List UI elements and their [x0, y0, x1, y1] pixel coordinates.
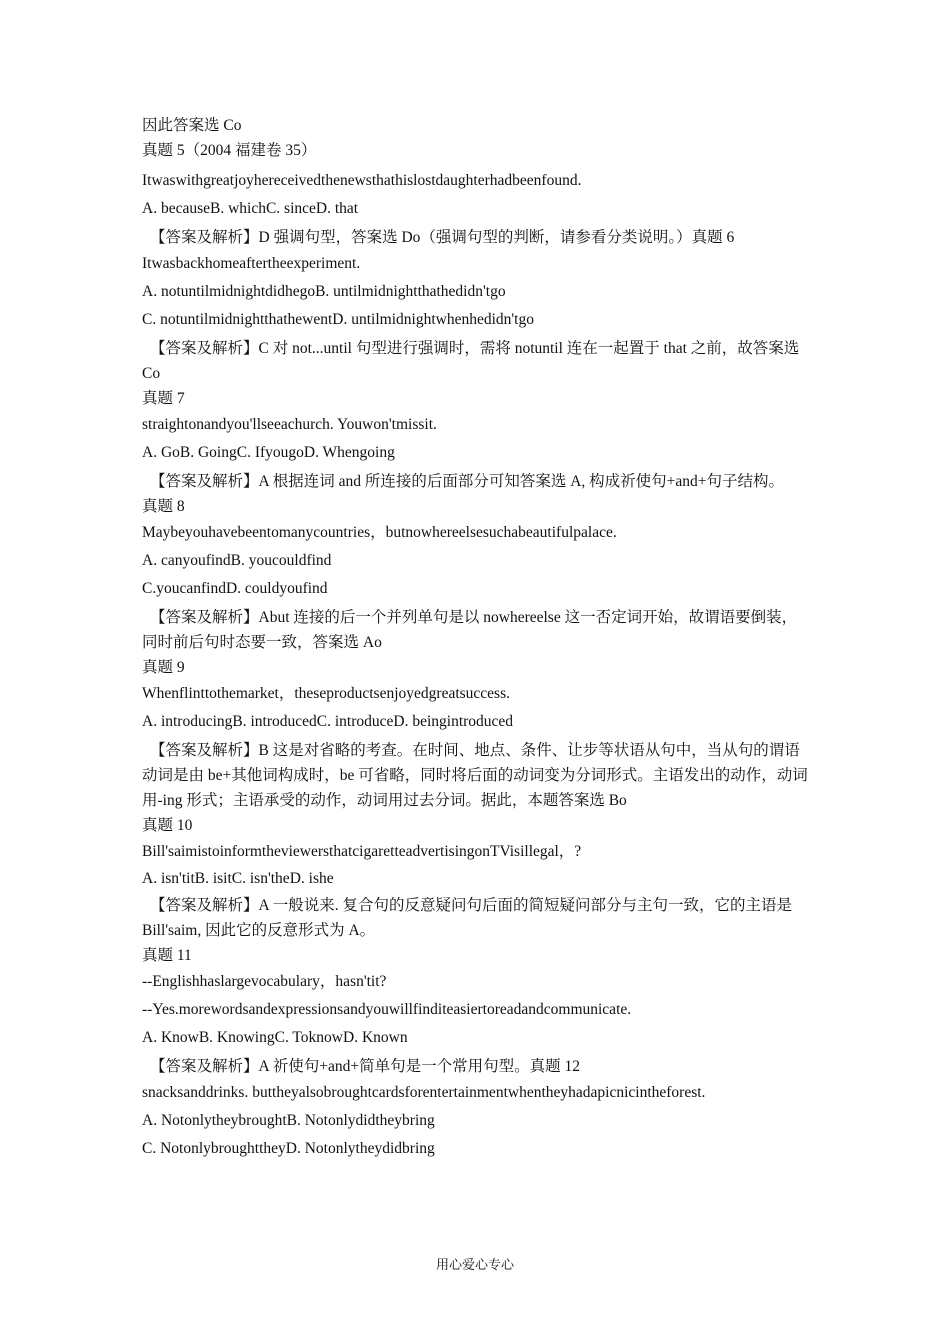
answer-explanation: 【答案及解析】A 祈使句+and+简单句是一个常用句型。真题 12	[150, 1058, 580, 1075]
question-options: C. NotonlybroughttheyD. Notonlytheydidbring	[142, 1140, 435, 1157]
answer-explanation: 【答案及解析】Abut 连接的后一个并列单句是以 nowhereelse 这一否定词开始，故谓语要倒装，同时前后句时态要一致，答案选 Ao	[142, 609, 798, 651]
question-stem: Itwaswithgreatjoyhereceivedthenewsthathislostdaughterhadbeenfound.	[142, 172, 582, 189]
question-stem: straightonandyou'llseeachurch. Youwon'tmissit.	[142, 416, 437, 433]
question-options: A. notuntilmidnightdidhegoB. untilmidnightthathedidn'tgo	[142, 283, 506, 300]
question-options: A. isn'titB. isitC. isn'theD. ishe	[142, 870, 334, 887]
question-heading: 真题 5（2004 福建卷 35）	[142, 142, 317, 159]
question-heading: 真题 11	[142, 947, 192, 964]
question-heading: 真题 8	[142, 498, 185, 515]
question-options: A. canyoufindB. youcouldfind	[142, 552, 332, 569]
question-stem: --Yes.morewordsandexpressionsandyouwillfinditeasiertoreadandcommunicate.	[142, 1001, 632, 1018]
answer-explanation: 【答案及解析】D 强调句型，答案选 Do（强调句型的判断，请参看分类说明。）真题 6	[150, 229, 735, 246]
question-options: A. KnowB. KnowingC. ToknowD. Known	[142, 1029, 408, 1046]
question-stem: --Englishhaslargevocabulary，hasn'tit?	[142, 973, 387, 990]
question-options: C.youcanfindD. couldyoufind	[142, 580, 328, 597]
question-stem: Itwasbackhomeaftertheexperiment.	[142, 255, 361, 272]
question-options: A. GoB. GoingC. IfyougoD. Whengoing	[142, 444, 395, 461]
question-heading: 真题 7	[142, 390, 185, 407]
answer-explanation: 【答案及解析】C 对 not...until 句型进行强调时，需将 notuntil 连在一起置于 that 之前，故答案选 Co	[142, 340, 800, 382]
question-heading: 真题 9	[142, 659, 185, 676]
answer-explanation: 【答案及解析】A 一般说来. 复合句的反意疑问句后面的简短疑问部分与主句一致，它的主语是 Bill'saim, 因此它的反意形式为 A。	[142, 897, 792, 939]
question-stem: Maybeyouhavebeentomanycountries，butnowhereelsesuchabeautifulpalace.	[142, 524, 617, 541]
answer-conclusion: 因此答案选 Co	[142, 117, 242, 134]
question-options: C. notuntilmidnightthathewentD. untilmidnightwhenhedidn'tgo	[142, 311, 534, 328]
question-options: A. introducingB. introducedC. introduceD. beingintroduced	[142, 713, 514, 730]
page-footer: 用心爱心专心	[435, 1257, 514, 1272]
question-options: A. NotonlytheybroughtB. Notonlydidtheybring	[142, 1112, 435, 1129]
question-stem: snacksanddrinks. buttheyalsobroughtcardsforentertainmentwhentheyhadapicnicintheforest.	[142, 1084, 706, 1101]
answer-explanation: 【答案及解析】B 这是对省略的考查。在时间、地点、条件、让步等状语从句中，当从句的谓语动词是由 be+其他词构成时，be 可省略，同时将后面的动词变为分词形式。主语发出的动作，动词用-ing 形式；主语承受的动作，动词用过去分词。据此，本题答案选 Bo	[142, 742, 808, 809]
question-stem: Bill'saimistoinformtheviewersthatcigaretteadvertisingonTVisillegal，?	[142, 843, 582, 860]
answer-explanation: 【答案及解析】A 根据连词 and 所连接的后面部分可知答案选 A, 构成祈使句+and+句子结构。	[150, 473, 785, 490]
question-stem: Whenflinttothemarket，theseproductsenjoyedgreatsuccess.	[142, 685, 510, 702]
document-body	[142, 113, 810, 1163]
question-options: A. becauseB. whichC. sinceD. that	[142, 200, 359, 217]
question-heading: 真题 10	[142, 817, 193, 834]
